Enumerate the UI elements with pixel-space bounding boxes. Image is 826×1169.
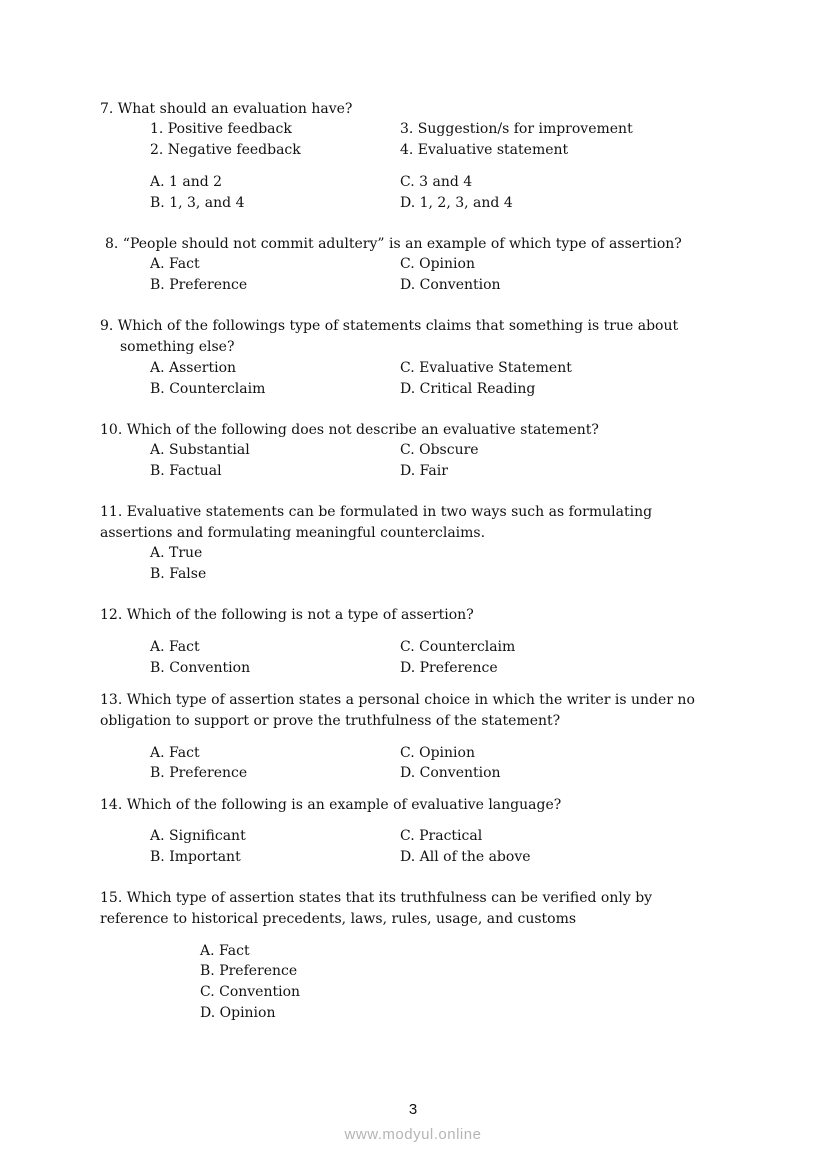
answer-option: D. Convention bbox=[400, 765, 501, 781]
answer-option: B. Preference bbox=[200, 963, 298, 979]
answer-option: C. Counterclaim bbox=[400, 639, 516, 655]
answer-option: A. True bbox=[150, 545, 203, 561]
answer-option: B. Preference bbox=[150, 765, 248, 781]
answer-option: D. Fair bbox=[400, 463, 448, 479]
answer-option: A. Fact bbox=[150, 745, 200, 761]
answer-option: A. Significant bbox=[150, 828, 246, 844]
answer-option: B. Important bbox=[150, 849, 241, 865]
answer-option: C. Opinion bbox=[400, 256, 475, 272]
watermark: www.modyul.online bbox=[344, 1126, 482, 1143]
answer-option: A. 1 and 2 bbox=[150, 174, 223, 190]
statement-item: 4. Evaluative statement bbox=[400, 142, 569, 158]
question-stem: 9. Which of the followings type of statements claims that something is true about bbox=[100, 318, 679, 334]
answer-option: D. Critical Reading bbox=[400, 381, 536, 397]
answer-option: B. Convention bbox=[150, 660, 251, 676]
page-number: 3 bbox=[408, 1101, 418, 1118]
answer-option: D. Convention bbox=[400, 277, 501, 293]
question-stem: 14. Which of the following is an example of evaluative language? bbox=[100, 797, 562, 813]
answer-option: D. 1, 2, 3, and 4 bbox=[400, 195, 513, 211]
statement-item: 1. Positive feedback bbox=[150, 121, 292, 137]
answer-option: C. Obscure bbox=[400, 442, 479, 458]
question-stem-continued: assertions and formulating meaningful counterclaims. bbox=[100, 525, 486, 541]
answer-option: B. Factual bbox=[150, 463, 222, 479]
statement-item: 2. Negative feedback bbox=[150, 142, 301, 158]
statement-item: 3. Suggestion/s for improvement bbox=[400, 121, 633, 137]
question-stem: 10. Which of the following does not describe an evaluative statement? bbox=[100, 422, 599, 438]
question-stem: 15. Which type of assertion states that its truthfulness can be verified only by bbox=[100, 890, 653, 906]
question-stem: 11. Evaluative statements can be formulated in two ways such as formulating bbox=[100, 504, 653, 520]
answer-option: B. False bbox=[150, 566, 207, 582]
question-stem: 8. “People should not commit adultery” is an example of which type of assertion? bbox=[105, 236, 682, 252]
question-stem: 7. What should an evaluation have? bbox=[100, 101, 353, 117]
answer-option: A. Substantial bbox=[150, 442, 250, 458]
answer-option: D. Preference bbox=[400, 660, 498, 676]
answer-option: C. Convention bbox=[200, 984, 301, 1000]
question-stem-continued: reference to historical precedents, laws, rules, usage, and customs bbox=[100, 911, 577, 927]
question-stem: 12. Which of the following is not a type of assertion? bbox=[100, 607, 474, 623]
answer-option: D. All of the above bbox=[400, 849, 531, 865]
question-stem: 13. Which type of assertion states a personal choice in which the writer is under no bbox=[100, 692, 695, 708]
answer-option: B. Counterclaim bbox=[150, 381, 266, 397]
answer-option: B. 1, 3, and 4 bbox=[150, 195, 245, 211]
answer-option: C. Opinion bbox=[400, 745, 475, 761]
question-stem-continued: obligation to support or prove the truthfulness of the statement? bbox=[100, 713, 561, 729]
answer-option: C. 3 and 4 bbox=[400, 174, 473, 190]
answer-option: C. Practical bbox=[400, 828, 483, 844]
answer-option: B. Preference bbox=[150, 277, 248, 293]
question-stem-continued: something else? bbox=[120, 339, 235, 355]
answer-option: A. Fact bbox=[150, 639, 200, 655]
answer-option: A. Fact bbox=[150, 256, 200, 272]
answer-option: A. Assertion bbox=[150, 360, 237, 376]
answer-option: D. Opinion bbox=[200, 1005, 276, 1021]
answer-option: A. Fact bbox=[200, 943, 250, 959]
answer-option: C. Evaluative Statement bbox=[400, 360, 572, 376]
